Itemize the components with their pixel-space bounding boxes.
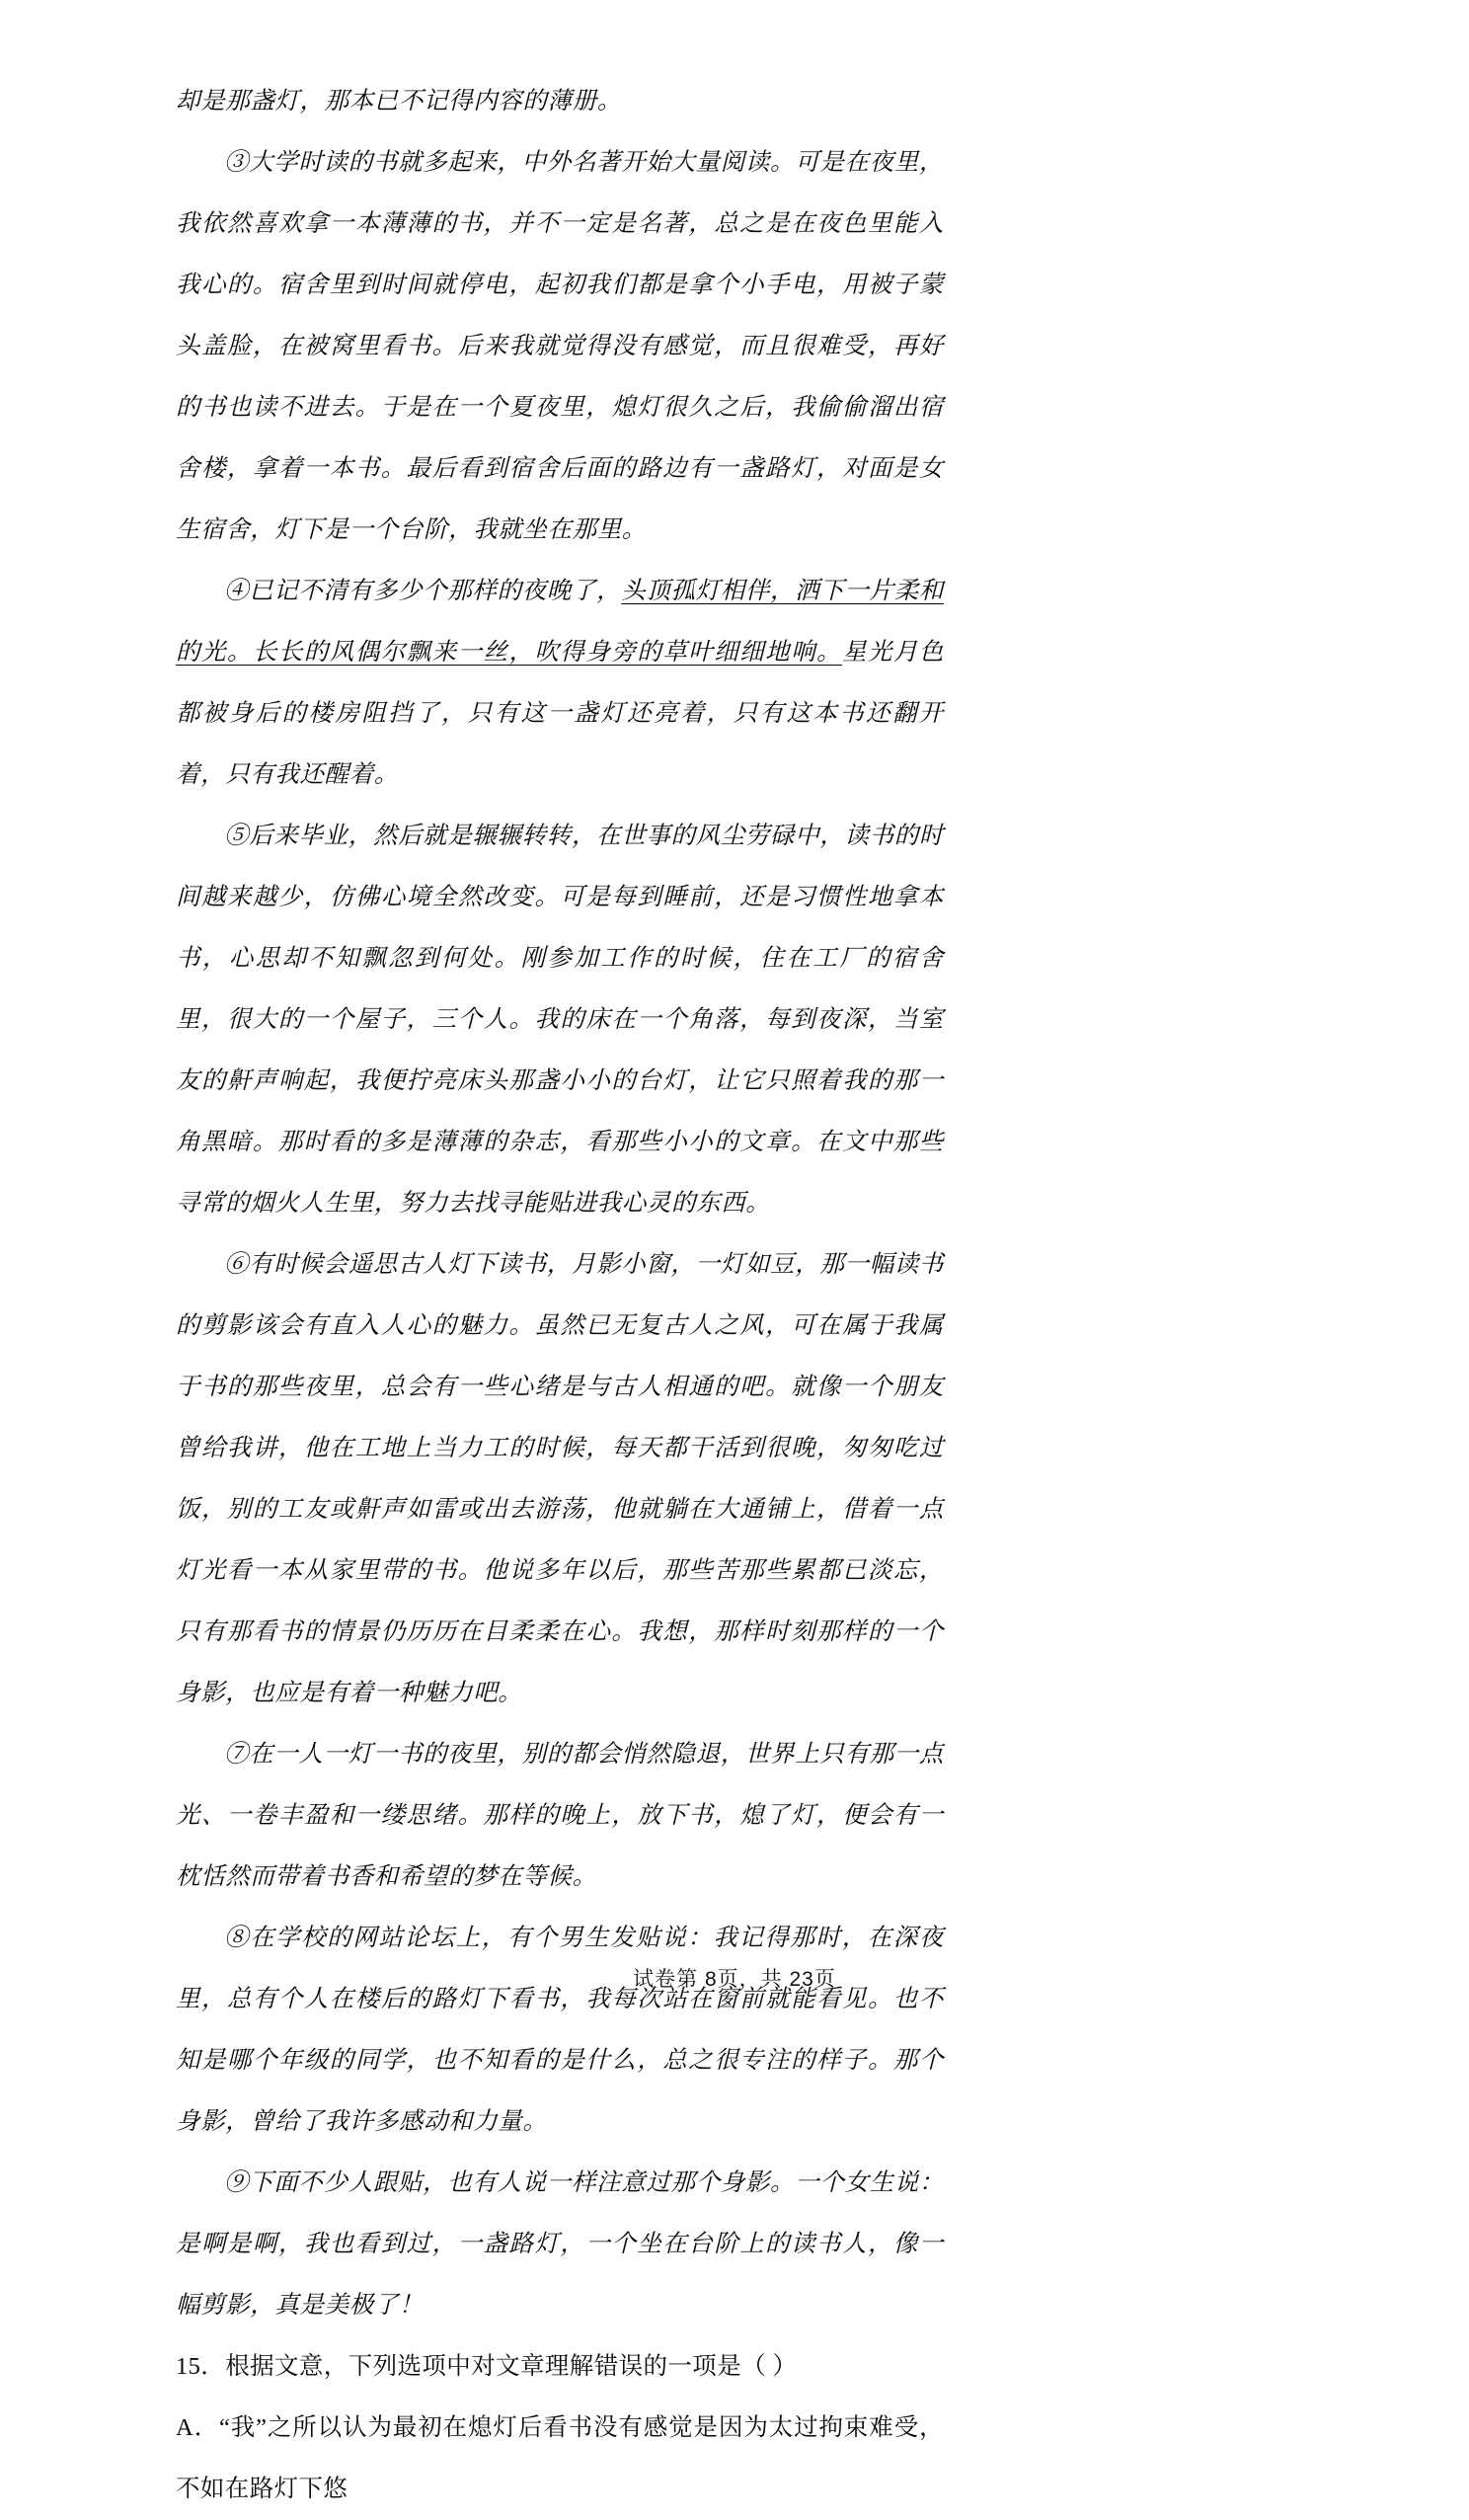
question-15-option-a[interactable]: A．“我”之所以认为最初在熄灯后看书没有感觉是因为太过拘束难受，不如在路灯下悠 — [176, 2414, 944, 2502]
passage-paragraph-9: ⑨下面不少人跟贴，也有人说一样注意过那个身影。一个女生说：是啊是啊，我也看到过，一盏路灯，一个坐在台阶上的读书人，像一幅剪影，真是美极了！ — [176, 2169, 944, 2319]
question-15-stem: 15．根据文意，下列选项中对文章理解错误的一项是（ ） — [176, 2353, 798, 2380]
question-block-15 — [176, 2336, 944, 2520]
page-footer — [0, 1963, 1469, 1993]
passage-paragraph-6: ⑥有时候会遥思古人灯下读书，月影小窗，一灯如豆，那一幅读书的剪影该会有直入人心的魅力。虽然已无复古人之风，可在属于我属于书的那些夜里，总会有一些心绪是与古人相通的吧。就像一个朋友曾给我讲，他在工地上当力工的时候，每天都干活到很晚，匆匆吃过饭，别的工友或鼾声如雷或出去游荡，他就躺在大通铺上，借着一点灯光看一本从家里带的书。他说多年以后，那些苦那些累都已淡忘，只有那看书的情景仍历历在目柔柔在心。我想，那样时刻那样的一个身影，也应是有着一种魅力吧。 — [176, 1251, 944, 1706]
paragraph-4-text-before-underline: ④已记不清有多少个那样的夜晚了， — [224, 578, 622, 604]
passage-paragraph-5: ⑤后来毕业，然后就是辗辗转转，在世事的风尘劳碌中，读书的时间越来越少，仿佛心境全然改变。可是每到睡前，还是习惯性地拿本书，心思却不知飘忽到何处。刚参加工作的时候，住在工厂的宿舍里，很大的一个屋子，三个人。我的床在一个角落，每到夜深，当室友的鼾声响起，我便拧亮床头那盏小小的台灯，让它只照着我的那一角黑暗。那时看的多是薄薄的杂志，看那些小小的文章。在文中那些寻常的烟火人生里，努力去找寻能贴进我心灵的东西。 — [176, 823, 944, 1217]
paragraph-4-underlined-text: 头顶孤灯相伴，洒下一片柔和的光。长长的风偶尔飘来一丝，吹得身旁的草叶细细地响。 — [176, 578, 944, 666]
passage-paragraph-8: ⑧在学校的网站论坛上，有个男生发贴说：我记得那时，在深夜里，总有个人在楼后的路灯下看书，我每次站在窗前就能看见。也不知是哪个年级的同学，也不知看的是什么，总之很专注的样子。那个身影，曾给了我许多感动和力量。 — [176, 1925, 944, 2135]
passage-paragraph-4 — [176, 561, 944, 806]
paragraph-4-text-after-underline: 星光月色都被身后的楼房阻挡了，只有这一盏灯还亮着，只有这本书还翻开着，只有我还醒着。 — [176, 639, 944, 788]
reading-passage — [176, 71, 944, 2336]
passage-paragraph-3: ③大学时读的书就多起来，中外名著开始大量阅读。可是在夜里，我依然喜欢拿一本薄薄的书，并不一定是名著，总之是在夜色里能入我心的。宿舍里到时间就停电，起初我们都是拿个小手电，用被子蒙头盖脸，在被窝里看书。后来我就觉得没有感觉，而且很难受，再好的书也读不进去。于是在一个夏夜里，熄灯很久之后，我偷偷溜出宿舍楼，拿着一本书。最后看到宿舍后面的路边有一盏路灯，对面是女生宿舍，灯下是一个台阶，我就坐在那里。 — [176, 149, 944, 543]
footer-page-indicator: 试卷第 8页，共 23页 — [633, 1968, 836, 1991]
page-content — [176, 71, 944, 2520]
passage-paragraph-continued: 却是那盏灯，那本已不记得内容的薄册。 — [176, 88, 622, 115]
passage-paragraph-7: ⑦在一人一灯一书的夜里，别的都会悄然隐退，世界上只有那一点光、一卷丰盈和一缕思绪。那样的晚上，放下书，熄了灯，便会有一枕恬然而带着书香和希望的梦在等候。 — [176, 1741, 944, 1890]
